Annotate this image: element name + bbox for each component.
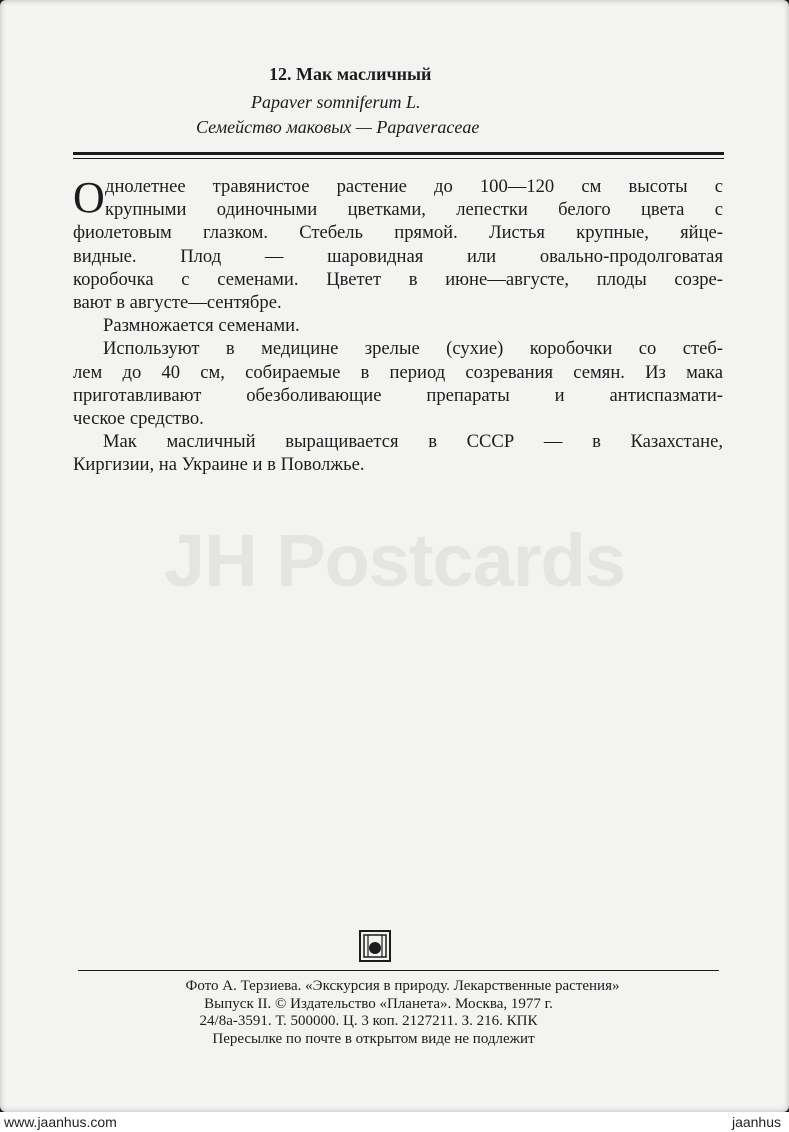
imprint-line: Выпуск II. © Издательство «Планета». Москва, 1977 г. xyxy=(204,995,553,1012)
imprint xyxy=(78,978,719,1048)
text-line: коробочка с семенами. Цветет в июне—августе, плоды созре- xyxy=(73,268,723,290)
watermark: JH Postcards xyxy=(164,519,625,602)
text-line: вают в августе—сентябре. xyxy=(73,291,282,313)
text-line: видные. Плод — шаровидная или овально-продолговатая xyxy=(73,245,723,267)
credit-bar xyxy=(0,1112,789,1132)
footer-rule xyxy=(78,970,719,971)
imprint-line: Фото А. Терзиева. «Экскурсия в природу. Лекарственные растения» xyxy=(185,978,620,994)
first-paragraph xyxy=(73,175,723,221)
text-line: Размножается семенами. xyxy=(103,315,300,337)
header-rule-thick xyxy=(73,152,724,155)
text-line: крупными одиночными цветками, лепестки белого цвета с xyxy=(105,199,723,221)
family-name: Семейство маковых — Papaveraceae xyxy=(196,117,480,137)
imprint-line: Пересылке по почте в открытом виде не подлежит xyxy=(212,1030,535,1047)
imprint-line: 24/8а-3591. Т. 500000. Ц. 3 коп. 2127211. З. 216. КПК xyxy=(199,1013,538,1030)
drop-cap: О xyxy=(73,173,105,222)
page-title: 12. Мак масличный xyxy=(269,64,432,84)
text-line: фиолетовым глазком. Стебель прямой. Листья крупные, яйце- xyxy=(73,222,723,244)
text-line: лем до 40 см, собираемые в период созревания семян. Из мака xyxy=(73,361,723,383)
description-text xyxy=(73,175,723,476)
text-line: ческое средство. xyxy=(73,407,204,429)
header-rule-thin xyxy=(73,158,724,159)
brand-credit: jaanhus xyxy=(731,1114,781,1130)
publisher-logo-icon xyxy=(359,930,391,962)
text-line: Киргизии, на Украине и в Поволжье. xyxy=(73,454,365,476)
site-credit: www.jaanhus.com xyxy=(4,1114,117,1130)
text-line: Мак масличный выращивается в СССР — в Казахстане, xyxy=(103,431,723,453)
text-line: днолетнее травянистое растение до 100—120 см высоты с xyxy=(105,176,723,197)
text-line: Используют в медицине зрелые (сухие) коробочки со стеб- xyxy=(103,338,723,360)
text-line: приготавливают обезболивающие препараты и антиспазмати- xyxy=(73,384,723,406)
latin-name: Papaver somniferum L. xyxy=(251,92,421,112)
